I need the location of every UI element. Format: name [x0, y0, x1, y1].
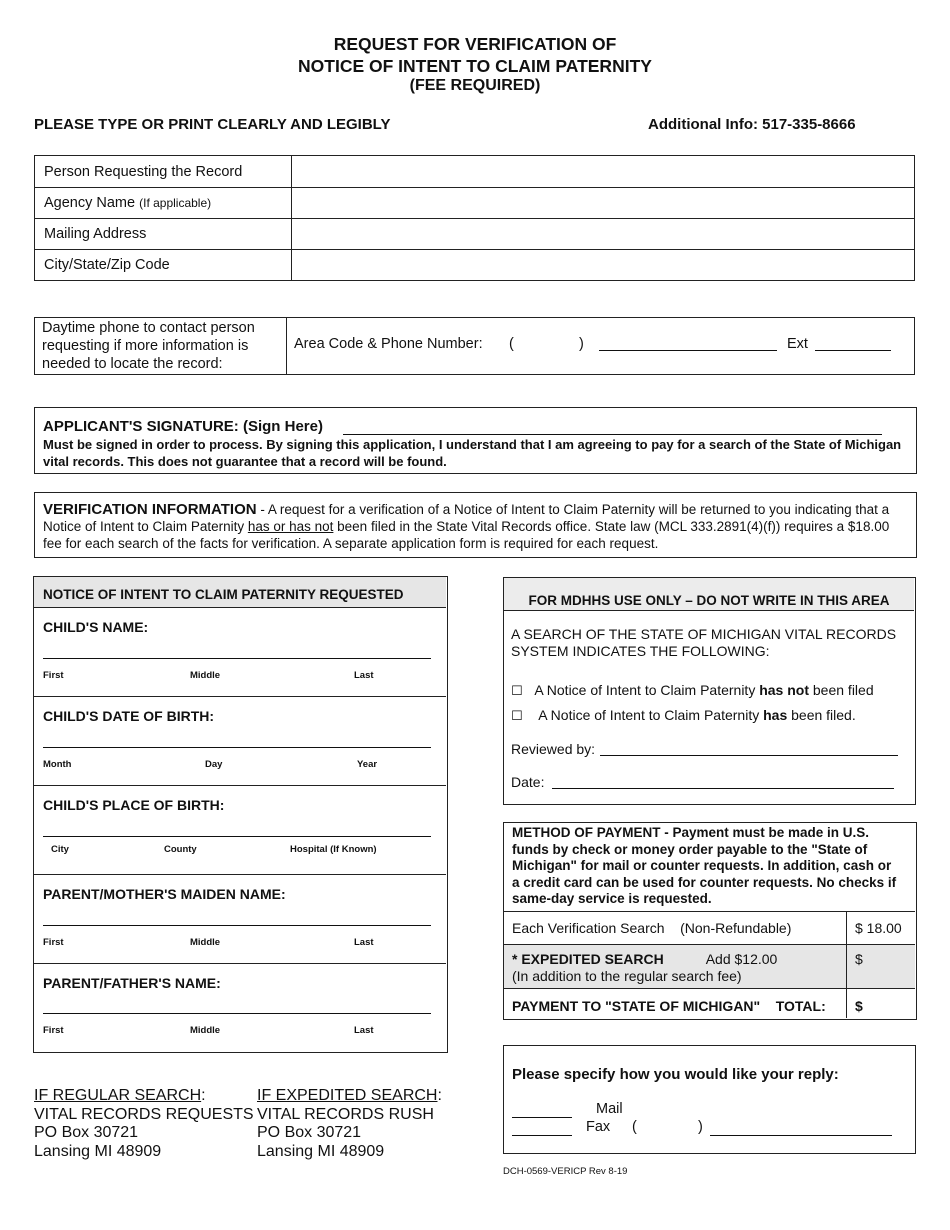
fax-open-paren: (	[632, 1119, 637, 1135]
child-place-of-birth-section: CHILD'S PLACE OF BIRTH: City County Hospital (If Known)	[34, 786, 446, 875]
area-code-open-paren: (	[509, 336, 514, 352]
mailing-address-label: Mailing Address	[35, 219, 292, 250]
father-name-section: PARENT/FATHER'S NAME: First Middle Last	[34, 964, 446, 1051]
city-state-zip-field[interactable]	[292, 250, 915, 281]
phone-number-field[interactable]	[287, 318, 915, 375]
fax-number-line[interactable]	[710, 1135, 892, 1136]
child-dob-section: CHILD'S DATE OF BIRTH: Month Day Year	[34, 697, 446, 786]
child-name-section: CHILD'S NAME: First Middle Last	[34, 608, 446, 697]
area-code-label: Area Code & Phone Number:	[294, 336, 483, 352]
mother-maiden-name-line[interactable]	[43, 925, 431, 926]
verification-text: VERIFICATION INFORMATION - A request for a verification of a Notice of Intent to Claim Paternity will be returned to you indicating that a Notice of Intent to Claim Paternity has or has not been filed in the State Vital Records office. State law (MCL 333.2891(4)(f)) requires a $18.00 fee for each search of the facts for verification. A separate application form is required for each request.	[43, 501, 890, 551]
signature-box	[34, 407, 917, 474]
phone-contact-label: Daytime phone to contact person requesting if more information is needed to locate the record:	[35, 318, 287, 375]
date-line[interactable]	[552, 788, 894, 789]
regular-search-heading: IF REGULAR SEARCH	[34, 1087, 202, 1104]
expedited-search-label: * EXPEDITED SEARCH Add $12.00	[512, 951, 778, 967]
payment-box	[503, 822, 917, 1020]
requester-label: Person Requesting the Record	[35, 156, 292, 188]
phone-table	[34, 317, 915, 375]
expedited-search-note: (In addition to the regular search fee)	[512, 968, 742, 984]
title-line-1: REQUEST FOR VERIFICATION OF	[333, 34, 617, 54]
child-name-line[interactable]	[43, 658, 431, 659]
expedited-search-address: IF EXPEDITED SEARCH: VITAL RECORDS RUSH PO Box 30721 Lansing MI 48909	[257, 1087, 442, 1160]
checkbox-icon[interactable]: ☐	[511, 709, 523, 724]
date-label: Date:	[511, 774, 545, 790]
notice-form-box	[33, 576, 448, 1053]
fax-close-paren: )	[698, 1119, 703, 1135]
form-id: DCH-0569-VERICP Rev 8-19	[503, 1166, 628, 1177]
expedited-search-heading: IF EXPEDITED SEARCH	[257, 1087, 438, 1104]
option-has-not-been-filed: ☐ A Notice of Intent to Claim Paternity has not been filed	[511, 682, 874, 699]
verification-search-amount: $ 18.00	[855, 920, 902, 936]
ext-line[interactable]	[815, 350, 891, 351]
verification-search-label: Each Verification Search (Non-Refundable)	[512, 920, 792, 936]
expedited-search-amount[interactable]: $	[855, 951, 863, 967]
reply-box	[503, 1045, 916, 1154]
agency-label: Agency Name (If applicable)	[35, 188, 292, 219]
signature-notice: Must be signed in order to process. By signing this application, I understand that I am agreeing to pay for a search of the State of Michigan vital records. This does not guarantee that a record will be found.	[43, 437, 902, 469]
reply-mail-label: Mail	[596, 1101, 623, 1117]
requester-name-field[interactable]	[292, 156, 915, 188]
reply-mail-line[interactable]	[512, 1117, 572, 1118]
signature-label: APPLICANT'S SIGNATURE: (Sign Here)	[43, 418, 323, 435]
signature-line[interactable]	[343, 434, 882, 435]
additional-info: Additional Info: 517-335-8666	[648, 116, 856, 133]
phone-number-line[interactable]	[599, 350, 777, 351]
father-name-line[interactable]	[43, 1013, 431, 1014]
office-use-header: FOR MDHHS USE ONLY – DO NOT WRITE IN THIS AREA	[504, 578, 914, 611]
reply-fax-label: Fax	[586, 1119, 611, 1135]
requester-table	[34, 155, 915, 281]
payment-total-amount[interactable]: $	[855, 998, 863, 1014]
verification-box	[34, 492, 917, 558]
title-line-3: (FEE REQUIRED)	[409, 77, 541, 94]
payment-method-text: METHOD OF PAYMENT - Payment must be made in U.S. funds by check or money order payable to the "State of Michigan" for mail or counter requests. In addition, cash or a credit card can be used for counter requests. No checks if same-day service is requested.	[512, 825, 897, 906]
verification-heading: VERIFICATION INFORMATION	[43, 501, 257, 518]
agency-name-field[interactable]	[292, 188, 915, 219]
ext-label: Ext	[787, 336, 808, 352]
mother-maiden-name-section: PARENT/MOTHER'S MAIDEN NAME: First Middle Last	[34, 875, 446, 964]
has-or-has-not: has or has not	[247, 519, 334, 534]
reply-heading: Please specify how you would like your reply:	[512, 1066, 839, 1083]
checkbox-icon[interactable]: ☐	[511, 684, 523, 699]
office-search-text: A SEARCH OF THE STATE OF MICHIGAN VITAL RECORDS SYSTEM INDICATES THE FOLLOWING:	[511, 626, 897, 659]
area-code-close-paren: )	[579, 336, 584, 352]
title-line-2: NOTICE OF INTENT TO CLAIM PATERNITY	[298, 56, 652, 76]
notice-form-header: NOTICE OF INTENT TO CLAIM PATERNITY REQUESTED	[34, 577, 446, 608]
city-state-zip-label: City/State/Zip Code	[35, 250, 292, 281]
reviewed-by-line[interactable]	[600, 755, 898, 756]
reviewed-by-label: Reviewed by:	[511, 741, 596, 757]
regular-search-address: IF REGULAR SEARCH: VITAL RECORDS REQUESTS PO Box 30721 Lansing MI 48909	[34, 1087, 254, 1160]
child-dob-line[interactable]	[43, 747, 431, 748]
payment-total-label: PAYMENT TO "STATE OF MICHIGAN" TOTAL:	[512, 998, 826, 1014]
instructions: PLEASE TYPE OR PRINT CLEARLY AND LEGIBLY	[34, 116, 391, 133]
mailing-address-field[interactable]	[292, 219, 915, 250]
option-has-been-filed: ☐ A Notice of Intent to Claim Paternity has been filed.	[511, 707, 856, 724]
reply-fax-line[interactable]	[512, 1135, 572, 1136]
child-place-of-birth-line[interactable]	[43, 836, 431, 837]
office-use-box	[503, 577, 916, 805]
